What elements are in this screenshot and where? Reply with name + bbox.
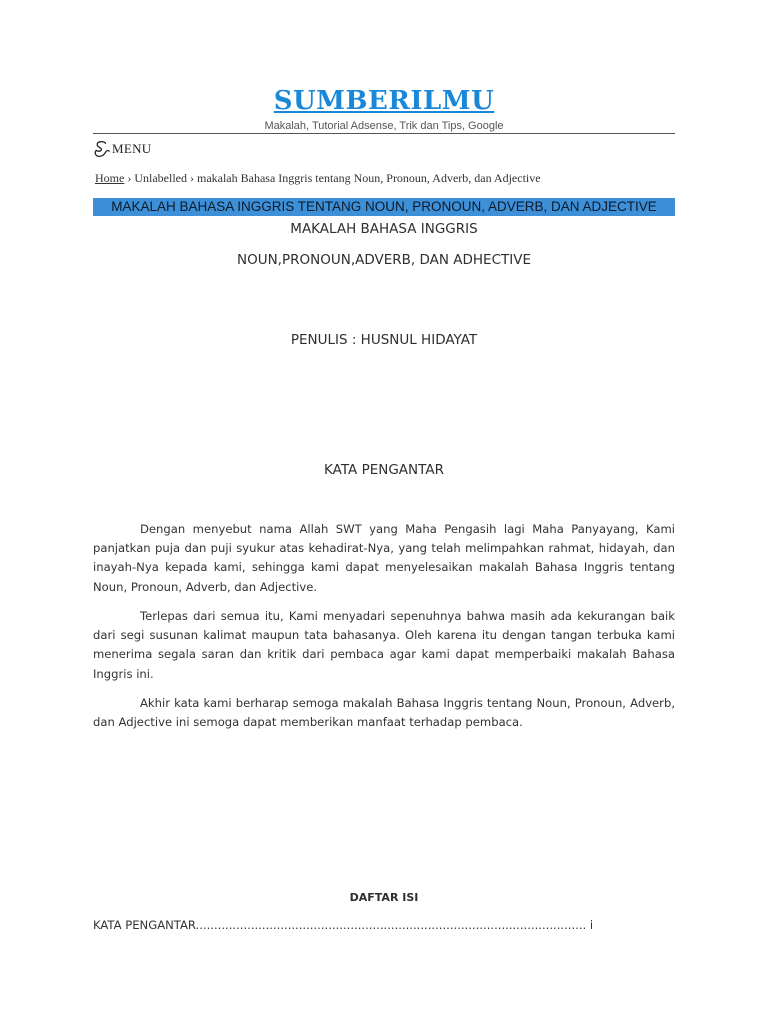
menu-label: MENU: [112, 141, 152, 156]
post-title: MAKALAH BAHASA INGGRIS TENTANG NOUN, PRONOUN, ADVERB, DAN ADJECTIVE: [93, 198, 675, 216]
paragraph-text: Dengan menyebut nama Allah SWT yang Maha Pengasih lagi Maha Panyayang, Kami panjatkan puja dan puji syukur atas kehadirat-Nya, yang telah melimpahkan rahmat, hidayah, dan inayah-Nya kepada kami, sehingga kami dapat menyelesaikan makalah Bahasa Inggris tentang Noun, Pronoun, Adverb, dan Adjective.: [93, 522, 675, 594]
paragraph-1: [93, 520, 675, 597]
section-title: KATA PENGANTAR: [324, 462, 444, 478]
document-heading-1: MAKALAH BAHASA INGGRIS: [290, 221, 478, 237]
breadcrumb-category: Unlabelled: [134, 171, 187, 185]
menu-icon: [93, 140, 111, 158]
breadcrumb-home-link[interactable]: Home: [95, 171, 125, 185]
header-divider: [93, 133, 675, 134]
paragraph-text: Akhir kata kami berharap semoga makalah Bahasa Inggris tentang Noun, Pronoun, Adverb, dan Adjective ini semoga dapat memberikan manfaat terhadap pembaca.: [93, 696, 675, 730]
paragraph-3: [93, 694, 675, 732]
paragraph-2: [93, 607, 675, 684]
paragraph-text: Terlepas dari semua itu, Kami menyadari sepenuhnya bahwa masih ada kekurangan baik dari segi susunan kalimat maupun tata bahasanya. Oleh karena itu dengan tangan terbuka kami menerima segala saran dan kritik dari pembaca agar kami dapat memperbaiki makalah Bahasa Inggris ini.: [93, 609, 675, 681]
menu-button[interactable]: [93, 139, 151, 159]
breadcrumb: [95, 171, 541, 186]
document-heading-2: NOUN,PRONOUN,ADVERB, DAN ADHECTIVE: [236, 252, 532, 268]
breadcrumb-separator: ›: [186, 171, 197, 185]
toc-entry: KATA PENGANTAR.......................................................................................................... i: [93, 918, 594, 932]
breadcrumb-separator: ›: [124, 171, 135, 185]
site-title-link[interactable]: SUMBERILMU: [273, 86, 495, 116]
site-tagline: Makalah, Tutorial Adsense, Trik dan Tips, Google: [264, 120, 504, 132]
toc-title: DAFTAR ISI: [349, 891, 419, 904]
breadcrumb-current: makalah Bahasa Inggris tentang Noun, Pronoun, Adverb, dan Adjective: [196, 171, 541, 185]
author-line: PENULIS : HUSNUL HIDAYAT: [290, 332, 478, 348]
